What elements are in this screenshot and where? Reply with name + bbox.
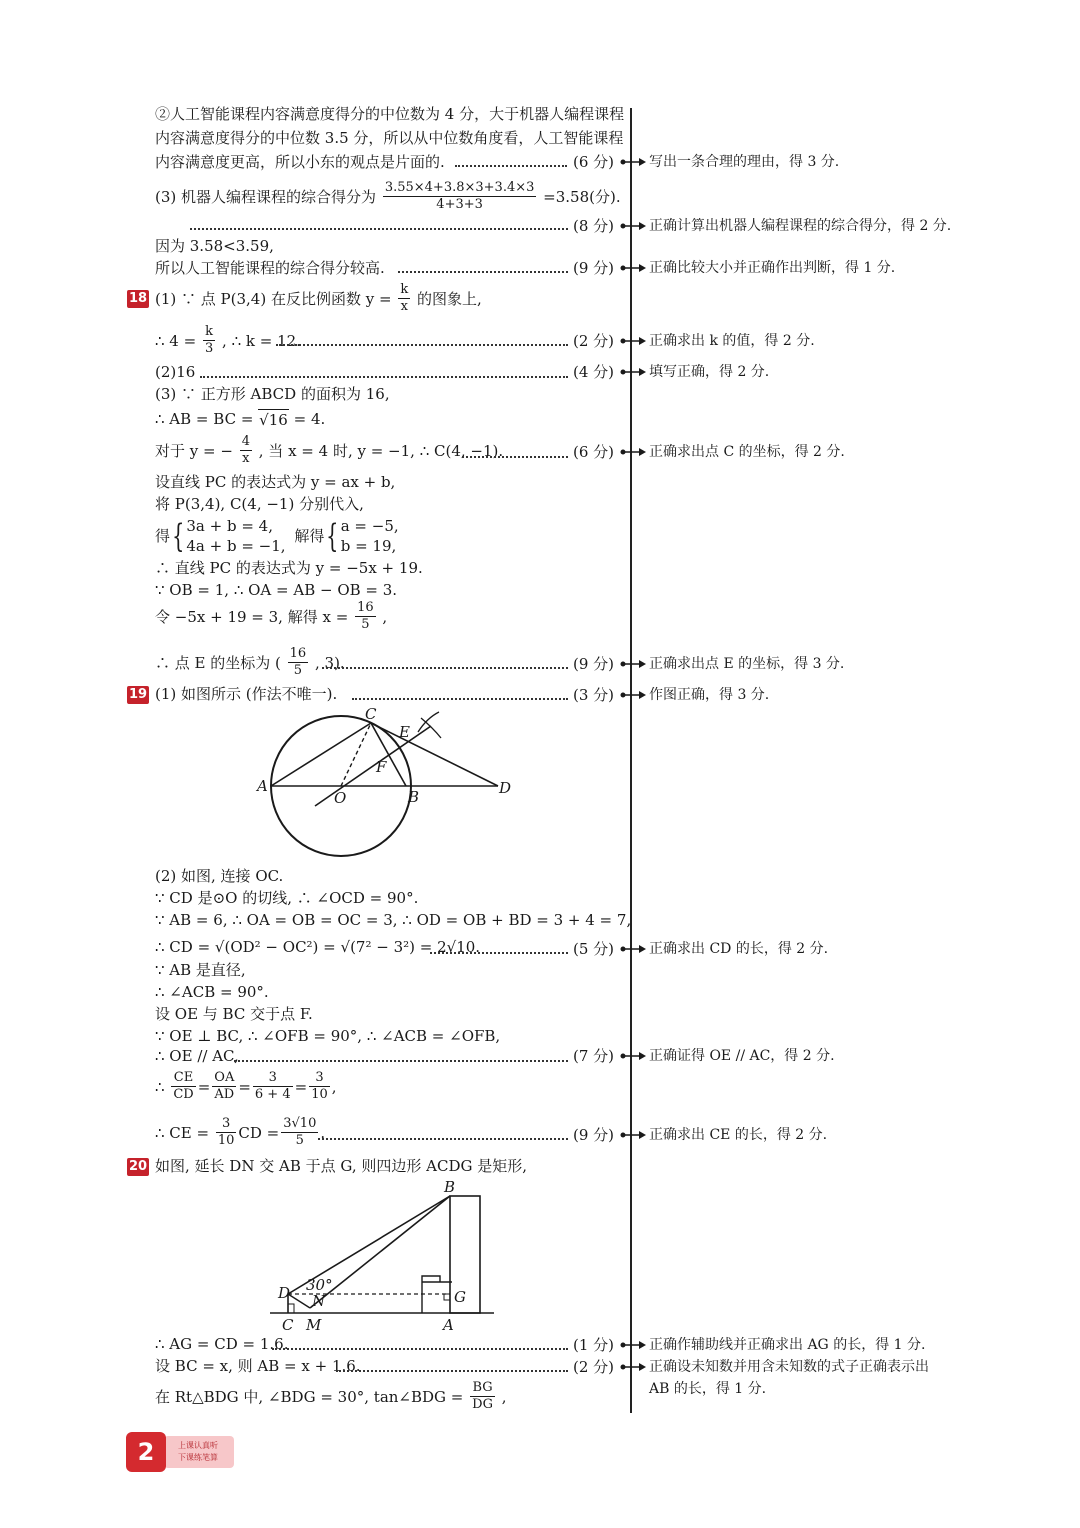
text-segment: ∴ (155, 1077, 165, 1096)
text-line: 将 P(3,4), C(4, −1) 分别代入, (155, 495, 364, 513)
right-angle-mark (444, 1294, 450, 1300)
circle-tangent-figure (255, 700, 525, 868)
fraction-numerator: k (400, 282, 409, 297)
point-label-m: M (306, 1316, 322, 1334)
text-line: 所以人工智能课程的综合得分较高. (155, 259, 385, 277)
equation: b = 19, (340, 537, 397, 555)
text-segment: (1) ∵ 点 P(3,4) 在反比例函数 y = (155, 289, 392, 308)
point-label-d: D (278, 1284, 291, 1302)
point-label-c: C (365, 705, 377, 723)
brace: { (326, 517, 339, 555)
arrow-icon (619, 367, 647, 377)
leader-dots (430, 952, 568, 954)
score-marker: (9 分) (573, 259, 615, 277)
text-line: (2)16 (155, 363, 196, 381)
text-segment: 令 −5x + 19 = 3, 解得 x = (155, 607, 349, 626)
fraction-numerator: 3.55×4+3.8×3+3.4×3 (384, 180, 535, 195)
leader-dots (398, 271, 568, 273)
building-figure (270, 1178, 500, 1334)
point-label-a: A (443, 1316, 454, 1334)
score-marker: (8 分) (573, 217, 615, 235)
slogan-line: 上课认真听 (178, 1441, 218, 1450)
equals-sign: = (197, 1077, 211, 1096)
fraction-numerator: 16 (357, 600, 374, 615)
text-line: ②人工智能课程内容满意度得分的中位数为 4 分，大于机器人编程课程 (155, 105, 625, 123)
column-divider (630, 108, 632, 1413)
fraction-denominator: 3 (204, 341, 214, 356)
text-segment: , (382, 607, 388, 626)
grading-note: 正确证得 OE // AC，得 2 分. (649, 1048, 835, 1064)
score-marker: (2 分) (573, 332, 615, 350)
equals-sign: = (238, 1077, 251, 1096)
text-line: 设 OE 与 BC 交于点 F. (155, 1005, 313, 1023)
equals-sign: = (294, 1077, 308, 1096)
fraction (309, 1070, 330, 1103)
point-label-g: G (454, 1288, 466, 1306)
text-line: ∴ OE // AC, (155, 1047, 239, 1065)
leader-dots (272, 1348, 568, 1350)
text-segment: , ∴ k = 12. (222, 331, 301, 350)
construction-arc (421, 718, 441, 738)
text-line (155, 1380, 507, 1413)
leader-dots (318, 1138, 568, 1140)
fraction-denominator: 5 (295, 1133, 304, 1148)
fraction-denominator: 5 (293, 663, 303, 678)
point-label-e: E (399, 723, 410, 741)
fraction (216, 1116, 237, 1149)
fraction-numerator: 4 (241, 434, 250, 449)
fraction-denominator: x (242, 451, 250, 466)
point-label-a: A (257, 777, 268, 795)
text-segment: 在 Rt△BDG 中, ∠BDG = 30°, tan∠BDG = (155, 1387, 464, 1406)
score-marker: (3 分) (573, 686, 615, 704)
square-root: √16 (259, 410, 288, 429)
text-line: (2) 如图, 连接 OC. (155, 867, 284, 885)
text-segment: . (320, 1123, 326, 1142)
point-label-c: C (282, 1316, 294, 1334)
fraction-numerator: OA (214, 1070, 235, 1085)
fraction-denominator: CD (173, 1087, 194, 1102)
question-number-badge: 19 (128, 687, 148, 702)
text-segment: 得 (155, 527, 171, 545)
point-label-b: B (444, 1178, 456, 1196)
fraction-numerator: CE (171, 1070, 195, 1087)
grading-note: 正确作辅助线并正确求出 AG 的长，得 1 分. (649, 1337, 926, 1353)
chord-ac (271, 723, 371, 786)
grading-note: 正确求出点 C 的坐标，得 2 分. (649, 444, 845, 460)
arrow-icon (619, 944, 647, 954)
text-line: ∵ AB = 6, ∴ OA = OB = OC = 3, ∴ OD = OB + BD = 3 + 4 = 7, (155, 911, 632, 929)
text-line: ∴ AG = CD = 1.6. (155, 1335, 289, 1353)
text-segment: ∴ AB = BC = (155, 410, 254, 428)
page-number-badge (126, 1432, 240, 1472)
fraction (398, 282, 410, 315)
grading-note: 填写正确，得 2 分. (649, 364, 770, 380)
text-line (155, 180, 621, 213)
text-line (155, 324, 301, 357)
grading-note: 正确计算出机器人编程课程的综合得分，得 2 分. (649, 218, 952, 234)
text-line (155, 282, 482, 315)
score-marker: (7 分) (573, 1047, 615, 1065)
text-segment: CD = (238, 1123, 280, 1142)
text-line (155, 408, 325, 430)
text-line: ∵ AB 是直径, (155, 961, 246, 979)
text-line: 如图, 延长 DN 交 AB 于点 G, 则四边形 ACDG 是矩形, (155, 1157, 527, 1175)
text-line (155, 1116, 325, 1149)
fraction (355, 600, 376, 633)
page-number: 2 (126, 1432, 166, 1472)
equation-system (186, 516, 285, 556)
fraction (383, 180, 537, 213)
point-label-d: D (499, 779, 512, 797)
point-label-n: N (312, 1292, 326, 1310)
text-line (155, 434, 503, 467)
text-segment: (3) 机器人编程课程的综合得分为 (155, 187, 377, 206)
text-segment: = 4. (293, 410, 326, 428)
grading-note: AB 的长，得 1 分. (649, 1381, 767, 1397)
score-marker: (6 分) (573, 153, 615, 171)
arrow-icon (619, 157, 647, 167)
question-number-badge: 18 (128, 291, 148, 306)
slogan (164, 1436, 234, 1468)
text-segment: ∴ 点 E 的坐标为 ( (155, 653, 281, 672)
construction-arc (418, 712, 439, 732)
text-line (155, 1070, 337, 1103)
arrow-icon (619, 690, 647, 700)
text-line: ∵ OE ⊥ BC, ∴ ∠OFB = 90°, ∴ ∠ACB = ∠OFB, (155, 1027, 501, 1045)
fraction-numerator: 3 (253, 1070, 293, 1087)
text-line: 设 BC = x, 则 AB = x + 1.6. (155, 1357, 361, 1375)
text-segment: , 3). (314, 653, 345, 672)
point-label-o: O (334, 789, 347, 807)
arrow-icon (619, 336, 647, 346)
equation: 3a + b = 4, (186, 517, 273, 535)
text-line: ∴ 直线 PC 的表达式为 y = −5x + 19. (155, 559, 423, 577)
right-angle-mark (288, 1304, 294, 1313)
segment-dm (288, 1294, 310, 1308)
grading-note: 正确设未知数并用含未知数的式子正确表示出 (649, 1359, 929, 1375)
leader-dots (322, 667, 568, 669)
equation: 4a + b = −1, (186, 537, 286, 555)
fraction-denominator: x (400, 299, 408, 314)
text-segment: 的图象上, (417, 289, 482, 308)
fraction-numerator: k (203, 324, 215, 341)
fraction (288, 646, 309, 679)
leader-dots (462, 456, 568, 458)
point-label-b: B (408, 788, 420, 806)
score-marker: (4 分) (573, 363, 615, 381)
slogan-line: 下课练笔算 (178, 1453, 218, 1462)
text-line: 因为 3.58<3.59, (155, 237, 274, 255)
fraction-numerator: 3 (216, 1116, 237, 1133)
text-line (155, 516, 399, 556)
score-marker: (2 分) (573, 1358, 615, 1376)
text-segment: 解得 (294, 527, 325, 545)
fraction (470, 1380, 495, 1413)
score-marker: (5 分) (573, 940, 615, 958)
fraction-denominator: 10 (217, 1133, 235, 1148)
fraction-denominator: 5 (361, 617, 370, 632)
text-line: 内容满意度得分的中位数 3.5 分，所以从中位数角度看，人工智能课程 (155, 129, 624, 147)
fraction (253, 1070, 293, 1103)
text-segment: ∴ 4 = (155, 331, 197, 350)
leader-dots (234, 1060, 568, 1062)
point-label-f: F (376, 758, 387, 776)
arrow-icon (619, 1340, 647, 1350)
arrow-icon (619, 1130, 647, 1140)
text-line: ∴ CD = √(OD² − OC²) = √(7² − 3²) = 2√10. (155, 938, 481, 956)
grading-note: 正确比较大小并正确作出判断，得 1 分. (649, 260, 896, 276)
arrow-icon (619, 1362, 647, 1372)
text-segment: 对于 y = − (155, 441, 233, 460)
text-segment: , (501, 1387, 507, 1406)
fraction-denominator: DG (472, 1397, 493, 1412)
fraction (281, 1116, 318, 1149)
fraction (171, 1070, 195, 1103)
leader-dots (276, 344, 568, 346)
text-line (155, 600, 387, 633)
grading-note: 正确求出 k 的值，得 2 分. (649, 333, 815, 349)
fraction-numerator: BG (470, 1380, 495, 1397)
text-line: ∵ OB = 1, ∴ OA = AB − OB = 3. (155, 581, 398, 599)
text-segment: , 当 x = 4 时, y = −1, ∴ C(4, −1). (258, 441, 504, 460)
fraction-numerator: 16 (289, 646, 307, 661)
question-number-badge: 20 (128, 1159, 148, 1174)
score-marker: (6 分) (573, 443, 615, 461)
text-line: (1) 如图所示 (作法不唯一). (155, 685, 338, 703)
text-segment: , (331, 1077, 337, 1096)
leader-dots (200, 376, 568, 378)
fraction (203, 324, 215, 357)
grading-note: 写出一条合理的理由，得 3 分. (649, 154, 840, 170)
arrow-icon (619, 447, 647, 457)
text-line (155, 646, 345, 679)
grading-note: 作图正确，得 3 分. (649, 687, 770, 703)
grading-note: 正确求出 CE 的长，得 2 分. (649, 1127, 828, 1143)
equation: a = −5, (340, 517, 399, 535)
arrow-icon (619, 221, 647, 231)
score-marker: (1 分) (573, 1336, 615, 1354)
fraction-denominator: 4+3+3 (436, 197, 483, 212)
fraction-numerator: 3√10 (283, 1116, 317, 1131)
angle-label: 30° (306, 1276, 333, 1294)
arrow-icon (619, 1051, 647, 1061)
score-marker: (9 分) (573, 1126, 615, 1144)
leader-dots (336, 1370, 568, 1372)
score-marker: (9 分) (573, 655, 615, 673)
grading-note: 正确求出 CD 的长，得 2 分. (649, 941, 829, 957)
fraction-denominator: 10 (311, 1087, 328, 1102)
fraction (240, 434, 252, 467)
text-line: ∴ ∠ACB = 90°. (155, 983, 269, 1001)
brace: { (172, 517, 185, 555)
fraction-numerator: 3 (309, 1070, 330, 1087)
fraction-denominator: AD (214, 1087, 235, 1102)
leader-dots (190, 228, 568, 230)
text-line: 设直线 PC 的表达式为 y = ax + b, (155, 473, 396, 491)
text-line: 内容满意度更高，所以小东的观点是片面的. (155, 153, 445, 171)
fraction (212, 1070, 236, 1103)
arrow-icon (619, 263, 647, 273)
text-segment: ∴ CE = (155, 1123, 210, 1142)
leader-dots (455, 165, 567, 167)
grading-note: 正确求出点 E 的坐标，得 3 分. (649, 656, 845, 672)
solution-system (341, 516, 399, 556)
arrow-icon (619, 659, 647, 669)
text-segment: =3.58(分). (543, 187, 621, 206)
fraction-denominator: 6 + 4 (254, 1087, 291, 1102)
text-line: (3) ∵ 正方形 ABCD 的面积为 16, (155, 385, 390, 403)
text-line: ∵ CD 是⊙O 的切线, ∴ ∠OCD = 90°. (155, 889, 419, 907)
